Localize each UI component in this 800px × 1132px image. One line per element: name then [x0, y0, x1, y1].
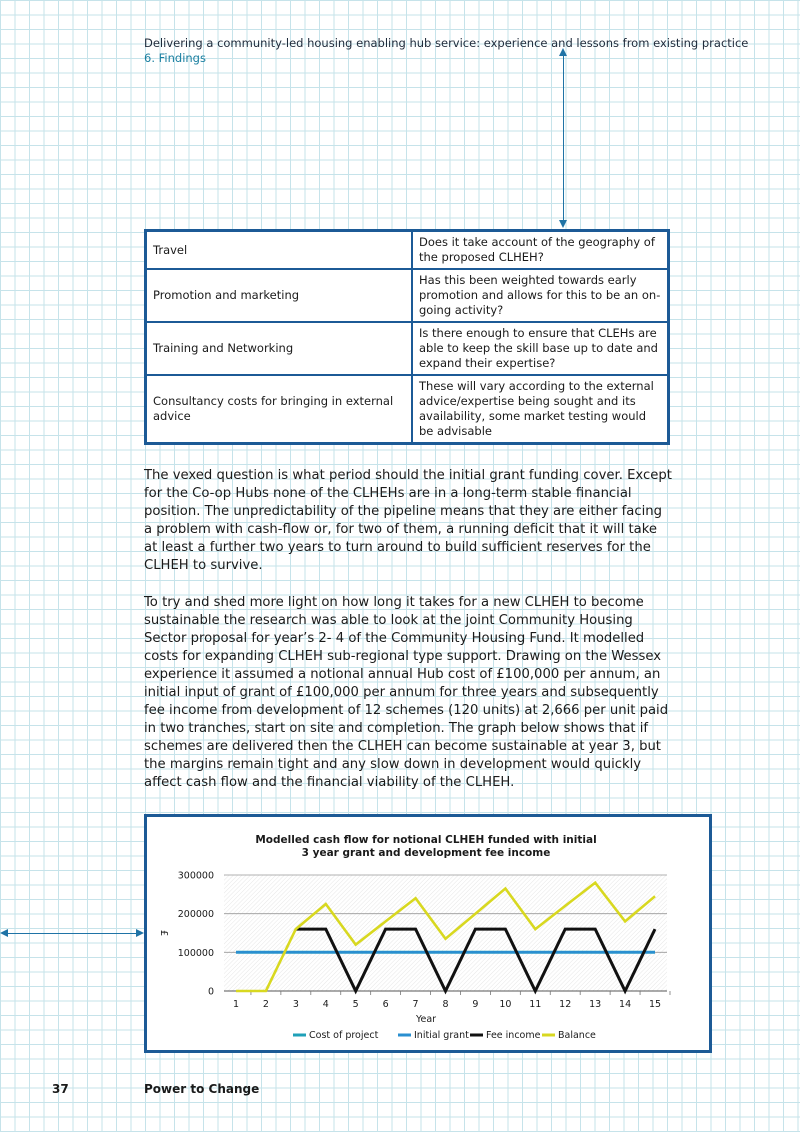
- cash-flow-chart-frame: [144, 814, 712, 1053]
- x-tick-label: 14: [619, 999, 632, 1010]
- legend-label: Balance: [558, 1030, 596, 1041]
- cash-flow-chart: [147, 817, 709, 1050]
- arrow-right-icon: [136, 929, 144, 937]
- arrow-down-icon: [559, 220, 567, 228]
- cost-items-table: [144, 229, 670, 445]
- vertical-guide-line: [563, 54, 564, 224]
- y-axis-title: £: [158, 929, 169, 937]
- x-tick-label: 12: [559, 999, 572, 1010]
- x-tick-label: 4: [322, 999, 329, 1010]
- running-header-title: Delivering a community-led housing enabling hub service: experience and lessons from existing practice: [144, 36, 749, 50]
- x-tick-label: 6: [382, 999, 389, 1010]
- chart-title-line: 3 year grant and development fee income: [301, 847, 551, 859]
- x-tick-label: 5: [352, 999, 359, 1010]
- legend-label: Initial grant: [414, 1030, 469, 1041]
- y-tick-label: 0: [207, 986, 214, 998]
- table-row: [146, 269, 669, 322]
- x-tick-label: 15: [648, 999, 662, 1010]
- table-cell-item: Travel: [146, 231, 413, 270]
- table-cell-item: Training and Networking: [146, 322, 413, 375]
- table-row: [146, 231, 669, 270]
- legend-label: Fee income: [486, 1030, 541, 1041]
- table-cell-question: Does it take account of the geography of the proposed CLHEH?: [412, 231, 669, 270]
- x-tick-label: 3: [292, 999, 299, 1010]
- page-number: 37: [52, 1082, 69, 1096]
- y-tick-label: 100000: [177, 947, 214, 959]
- table-cell-item: Consultancy costs for bringing in external advice: [146, 375, 413, 444]
- body-paragraph: To try and shed more light on how long it takes for a new CLHEH to become sustainable the research was able to look at the joint Community Housing Sector proposal for year’s 2- 4 of the Community Housing Fund. It modelled costs for expanding CLHEH sub-regional type support. Drawing on the Wessex experience it assumed a notional annual Hub cost of £100,000 per annum, an initial input of grant of £100,000 per annum for three years and subsequently fee income from development of 12 schemes (120 units) at 2,666 per unit paid in two tranches, start on site and completion. The graph below shows that if schemes are delivered then the CLHEH can become sustainable at year 3, but the margins remain tight and any slow down in development would quickly affect cash flow and the financial viability of the CLHEH.: [144, 595, 669, 790]
- table-cell-question: Has this been weighted towards early promotion and allows for this to be an on-going activity?: [412, 269, 669, 322]
- x-tick-label: 13: [589, 999, 602, 1010]
- x-tick-label: 11: [529, 999, 542, 1010]
- table-cell-item: Promotion and marketing: [146, 269, 413, 322]
- table-cell-question: Is there enough to ensure that CLEHs are able to keep the skill base up to date and expand their expertise?: [412, 322, 669, 375]
- plot-area: [224, 875, 667, 991]
- x-tick-label: 8: [442, 999, 449, 1010]
- horizontal-guide-line: [4, 933, 140, 934]
- arrow-left-icon: [0, 929, 8, 937]
- y-tick-label: 200000: [177, 909, 214, 921]
- chart-title-line: Modelled cash flow for notional CLHEH funded with initial: [255, 834, 597, 846]
- footer-brand: Power to Change: [144, 1082, 260, 1096]
- table-row: [146, 322, 669, 375]
- arrow-up-icon: [559, 48, 567, 56]
- x-tick-label: 2: [262, 999, 269, 1010]
- x-tick-label: 9: [472, 999, 479, 1010]
- x-tick-label: 1: [232, 999, 239, 1010]
- x-tick-label: 7: [412, 999, 419, 1010]
- y-tick-label: 300000: [177, 870, 214, 882]
- table-row: [146, 375, 669, 444]
- x-axis-title: Year: [415, 1014, 437, 1025]
- table-cell-question: These will vary according to the external advice/expertise being sought and its availability, some market testing would be advisable: [412, 375, 669, 444]
- running-header-section: 6. Findings: [144, 51, 206, 65]
- legend-label: Cost of project: [309, 1030, 379, 1041]
- x-tick-label: 10: [499, 999, 512, 1010]
- body-paragraph: The vexed question is what period should the initial grant funding cover. Except for the Co-op Hubs none of the CLHEHs are in a long-term stable financial position. The unpredictability of the pipeline means that they are either facing a problem with cash-flow or, for two of them, a running deficit that it will take at least a further two years to turn around to build sufficient reserves for the CLHEH to survive.: [144, 468, 672, 573]
